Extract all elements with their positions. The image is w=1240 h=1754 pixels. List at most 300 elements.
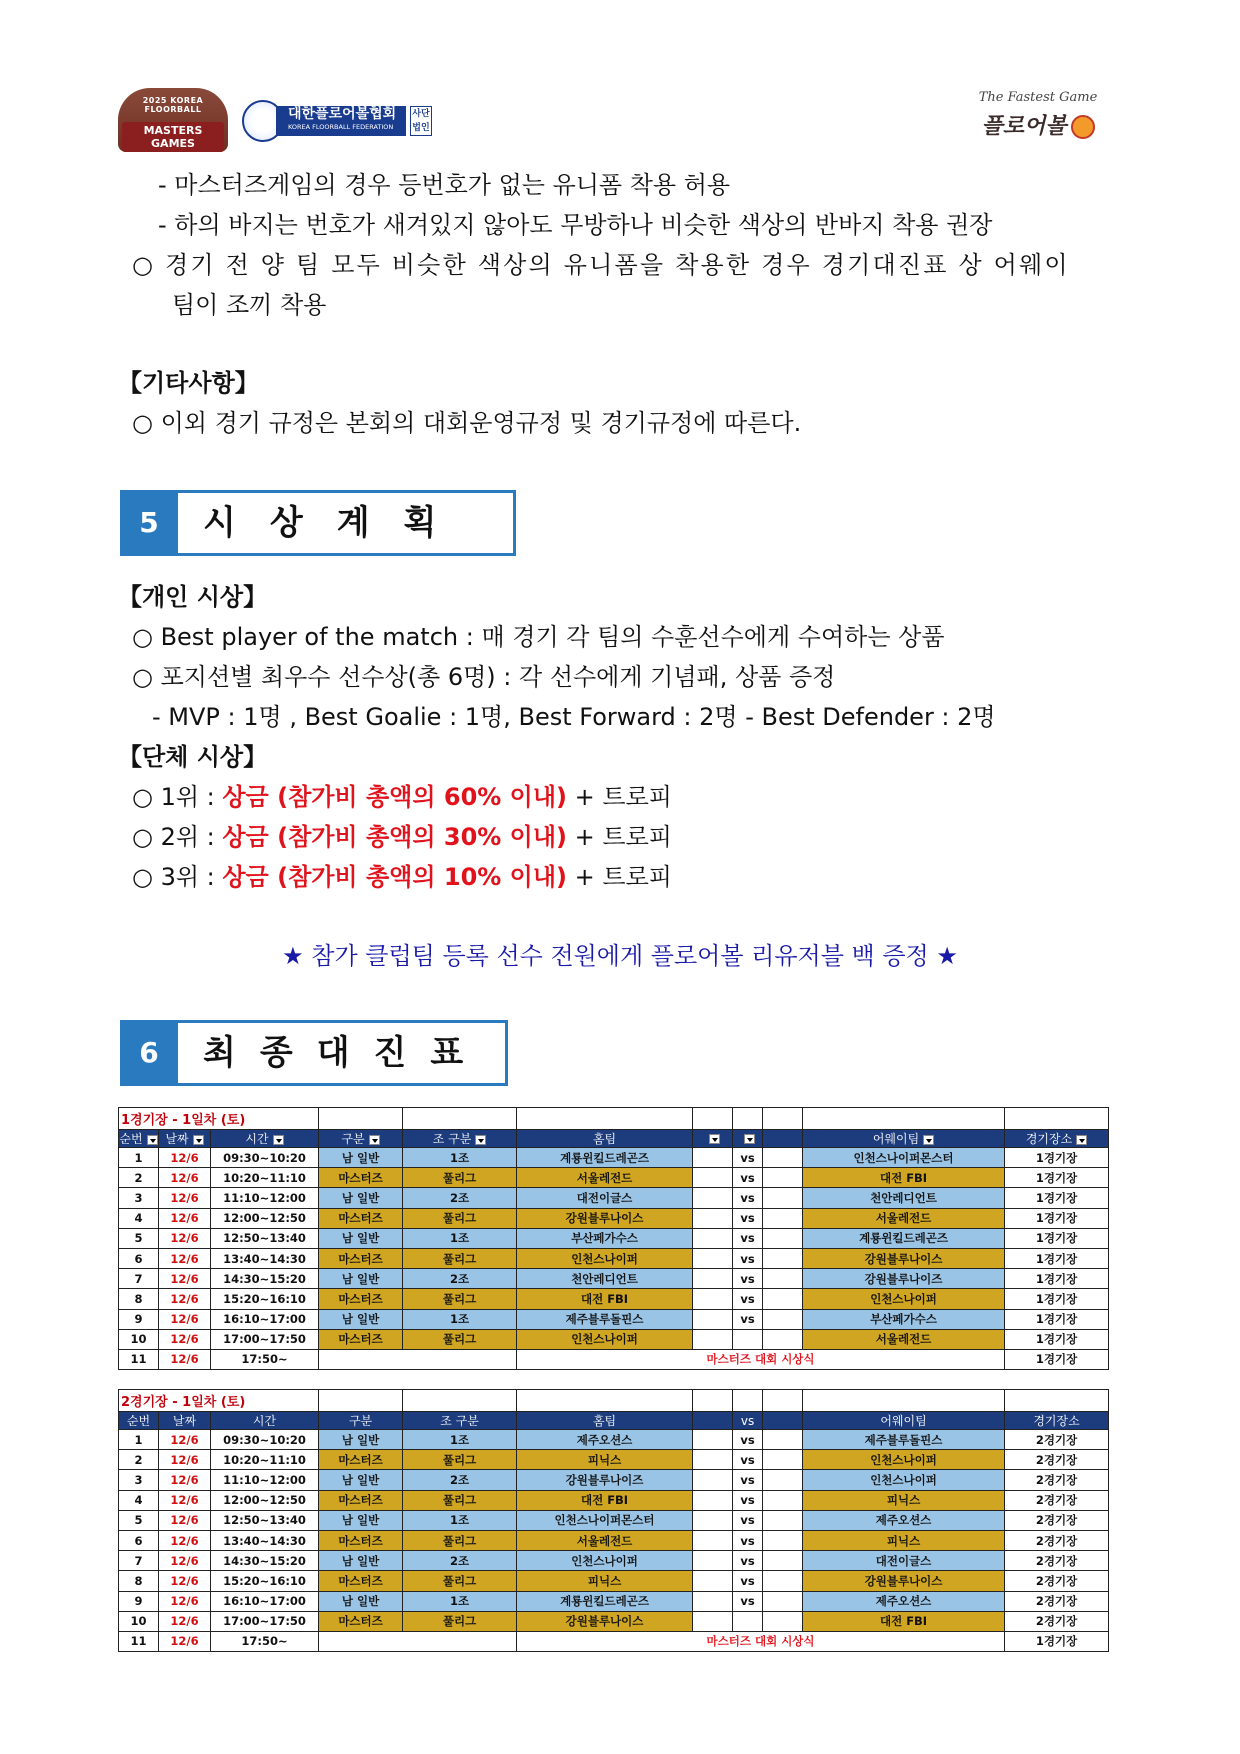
empty-cell — [763, 1108, 803, 1130]
row-num: 9 — [119, 1591, 159, 1611]
ceremony-text: 마스터즈 대회 시상식 — [517, 1631, 1005, 1651]
row-venue: 1경기장 — [1005, 1168, 1109, 1188]
row-category: 마스터즈 — [319, 1611, 403, 1631]
row-group: 풀리그 — [403, 1289, 517, 1309]
reusable-bag-notice: ★ 참가 클럽팀 등록 선수 전원에게 플로어볼 리유저블 백 증정 ★ — [282, 942, 958, 970]
row-away-team: 인천스나이퍼 — [803, 1470, 1005, 1490]
row-home-team: 대전 FBI — [517, 1490, 693, 1510]
row-home-team: 부산페가수스 — [517, 1228, 693, 1248]
row-time: 15:20~16:10 — [211, 1289, 319, 1309]
row-group: 1조 — [403, 1430, 517, 1450]
table-row — [119, 1148, 1109, 1168]
row-category: 남 일반 — [319, 1551, 403, 1571]
section-6-header — [120, 1020, 508, 1086]
row-group: 1조 — [403, 1309, 517, 1329]
row-vs: vs — [733, 1490, 763, 1510]
row-venue: 1경기장 — [1005, 1631, 1109, 1651]
row-time: 12:00~12:50 — [211, 1208, 319, 1228]
row-date: 12/6 — [159, 1611, 211, 1631]
individual-award-2: ○ 포지션별 최우수 선수상(총 6명) : 각 선수에게 기념패, 상품 증정 — [132, 663, 836, 691]
section-5-number: 5 — [120, 490, 178, 556]
row-vs — [733, 1611, 763, 1631]
schedule-table-court-1 — [118, 1107, 1109, 1370]
filter-dropdown-icon[interactable] — [147, 1135, 158, 1145]
row-venue: 2경기장 — [1005, 1490, 1109, 1510]
row-group: 풀리그 — [403, 1490, 517, 1510]
row-venue: 2경기장 — [1005, 1470, 1109, 1490]
col-header-date: 날짜 — [159, 1412, 211, 1430]
filter-dropdown-icon[interactable] — [744, 1134, 755, 1144]
team-award-extra: + 트로피 — [567, 783, 672, 811]
col-header-time[interactable] — [211, 1130, 319, 1148]
empty-cell — [733, 1390, 763, 1412]
row-blank — [763, 1551, 803, 1571]
col-header-blank-1[interactable] — [693, 1130, 733, 1148]
row-group: 1조 — [403, 1591, 517, 1611]
col-header-blank-2 — [763, 1412, 803, 1430]
row-date: 12/6 — [159, 1450, 211, 1470]
col-header-num: 순번 — [119, 1412, 159, 1430]
table-row — [119, 1611, 1109, 1631]
empty-cell — [403, 1390, 517, 1412]
masters-logo-line1: 2025 KOREA FLOORBALL — [142, 96, 204, 114]
ceremony-row — [119, 1349, 1109, 1369]
intro-line-1: - 마스터즈게임의 경우 등번호가 없는 유니폼 착용 허용 — [158, 171, 731, 199]
col-header-blank-2 — [763, 1130, 803, 1148]
row-venue: 1경기장 — [1005, 1329, 1109, 1349]
masters-games-logo — [118, 88, 228, 152]
row-num: 3 — [119, 1470, 159, 1490]
row-category: 마스터즈 — [319, 1530, 403, 1550]
row-num: 5 — [119, 1228, 159, 1248]
col-header-vs: vs — [733, 1412, 763, 1430]
empty-cell — [1005, 1390, 1109, 1412]
row-vs: vs — [733, 1530, 763, 1550]
table-row — [119, 1551, 1109, 1571]
filter-dropdown-icon[interactable] — [475, 1135, 486, 1145]
row-vs: vs — [733, 1571, 763, 1591]
row-date: 12/6 — [159, 1430, 211, 1450]
intro-line-2: - 하의 바지는 번호가 새겨있지 않아도 무방하나 비슷한 색상의 반바지 착용 권장 — [158, 211, 993, 239]
row-away-team: 서울레전드 — [803, 1208, 1005, 1228]
row-vs: vs — [733, 1309, 763, 1329]
col-header-label: 구분 — [341, 1132, 365, 1146]
table-row — [119, 1309, 1109, 1329]
row-vs: vs — [733, 1430, 763, 1450]
row-time: 14:30~15:20 — [211, 1269, 319, 1289]
row-date: 12/6 — [159, 1571, 211, 1591]
row-blank — [763, 1490, 803, 1510]
row-num: 1 — [119, 1148, 159, 1168]
row-venue: 2경기장 — [1005, 1450, 1109, 1470]
table-header-row — [119, 1412, 1109, 1430]
row-blank — [693, 1208, 733, 1228]
row-num: 6 — [119, 1248, 159, 1268]
kff-tag: 사단법인 — [410, 106, 432, 136]
table-row — [119, 1228, 1109, 1248]
row-home-team: 대전이글스 — [517, 1188, 693, 1208]
row-date: 12/6 — [159, 1329, 211, 1349]
row-blank — [693, 1228, 733, 1248]
row-venue: 1경기장 — [1005, 1349, 1109, 1369]
row-blank — [763, 1188, 803, 1208]
row-time: 16:10~17:00 — [211, 1309, 319, 1329]
row-home-team: 대전 FBI — [517, 1289, 693, 1309]
row-home-team: 인천스나이퍼 — [517, 1551, 693, 1571]
table-row — [119, 1510, 1109, 1530]
filter-dropdown-icon[interactable] — [369, 1135, 380, 1145]
row-time: 10:20~11:10 — [211, 1168, 319, 1188]
row-time: 12:00~12:50 — [211, 1490, 319, 1510]
etc-title: 【기타사항】 — [118, 369, 259, 397]
row-category: 남 일반 — [319, 1430, 403, 1450]
row-home-team: 서울레전드 — [517, 1168, 693, 1188]
empty-cell — [319, 1108, 403, 1130]
empty-cell — [693, 1108, 733, 1130]
kff-logo — [242, 100, 432, 142]
section-6-number: 6 — [120, 1020, 178, 1086]
col-header-label: 홈팀 — [592, 1132, 617, 1146]
row-blank — [763, 1208, 803, 1228]
row-vs: vs — [733, 1289, 763, 1309]
row-blank — [763, 1289, 803, 1309]
row-group: 1조 — [403, 1510, 517, 1530]
filter-dropdown-icon[interactable] — [709, 1134, 720, 1144]
row-blank — [693, 1329, 733, 1349]
section-5-header — [120, 490, 516, 556]
row-time: 12:50~13:40 — [211, 1510, 319, 1530]
row-away-team: 계룡윈킬드레곤즈 — [803, 1228, 1005, 1248]
row-time: 13:40~14:30 — [211, 1248, 319, 1268]
row-category: 마스터즈 — [319, 1490, 403, 1510]
row-venue: 2경기장 — [1005, 1591, 1109, 1611]
row-date: 12/6 — [159, 1530, 211, 1550]
row-vs: vs — [733, 1188, 763, 1208]
row-venue: 2경기장 — [1005, 1430, 1109, 1450]
row-date: 12/6 — [159, 1490, 211, 1510]
row-time: 15:20~16:10 — [211, 1571, 319, 1591]
col-header-category: 구분 — [319, 1412, 403, 1430]
table-row — [119, 1470, 1109, 1490]
row-home-team: 계룡윈킬드레곤즈 — [517, 1591, 693, 1611]
row-category: 마스터즈 — [319, 1289, 403, 1309]
row-venue: 1경기장 — [1005, 1188, 1109, 1208]
empty-cell — [803, 1390, 1005, 1412]
row-away-team: 피닉스 — [803, 1490, 1005, 1510]
row-venue: 1경기장 — [1005, 1248, 1109, 1268]
fastest-game-logo — [968, 90, 1108, 152]
row-date: 12/6 — [159, 1349, 211, 1369]
section-5-title: 시상계획 — [203, 503, 471, 543]
row-blank — [763, 1309, 803, 1329]
row-away-team: 인천스나이퍼몬스터 — [803, 1148, 1005, 1168]
col-header-time: 시간 — [211, 1412, 319, 1430]
col-header-label: 시간 — [245, 1132, 269, 1146]
empty-cell — [763, 1390, 803, 1412]
row-blank — [763, 1269, 803, 1289]
row-num: 11 — [119, 1349, 159, 1369]
table-row — [119, 1248, 1109, 1268]
row-away-team: 강원블루나이스 — [803, 1248, 1005, 1268]
row-home-team: 제주블루돌핀스 — [517, 1309, 693, 1329]
row-away-team: 대전 FBI — [803, 1168, 1005, 1188]
row-category: 마스터즈 — [319, 1208, 403, 1228]
row-home-team: 강원블루나이스 — [517, 1611, 693, 1631]
row-blank — [763, 1470, 803, 1490]
row-venue: 1경기장 — [1005, 1289, 1109, 1309]
row-group: 풀리그 — [403, 1611, 517, 1631]
row-away-team: 피닉스 — [803, 1530, 1005, 1550]
row-blank — [763, 1571, 803, 1591]
row-vs: vs — [733, 1148, 763, 1168]
col-header-group[interactable] — [403, 1130, 517, 1148]
schedule-table-court-2 — [118, 1389, 1109, 1652]
row-group: 풀리그 — [403, 1168, 517, 1188]
row-category: 남 일반 — [319, 1591, 403, 1611]
col-header-label: 조 구분 — [432, 1132, 472, 1146]
row-away-team: 인천스나이퍼 — [803, 1450, 1005, 1470]
row-home-team: 피닉스 — [517, 1450, 693, 1470]
fastest-game-text: The Fastest Game — [978, 90, 1098, 105]
filter-dropdown-icon[interactable] — [1076, 1135, 1087, 1145]
col-header-blank-1 — [693, 1412, 733, 1430]
col-header-group: 조 구분 — [403, 1412, 517, 1430]
empty-cell — [517, 1390, 693, 1412]
team-award-2 — [132, 820, 672, 854]
row-home-team: 서울레전드 — [517, 1530, 693, 1550]
team-award-prize: 상금 (참가비 총액의 30% 이내) — [222, 823, 568, 851]
row-away-team: 서울레전드 — [803, 1329, 1005, 1349]
row-group: 2조 — [403, 1470, 517, 1490]
col-header-label: 어웨이팀 — [872, 1132, 920, 1146]
row-venue: 2경기장 — [1005, 1611, 1109, 1631]
row-blank — [693, 1309, 733, 1329]
row-time: 17:50~ — [211, 1631, 319, 1651]
row-blank — [693, 1450, 733, 1470]
row-num: 8 — [119, 1571, 159, 1591]
row-home-team: 강원블루나이즈 — [517, 1470, 693, 1490]
row-blank — [763, 1510, 803, 1530]
row-vs: vs — [733, 1228, 763, 1248]
col-header-num[interactable] — [119, 1130, 159, 1148]
row-blank — [693, 1168, 733, 1188]
row-blank — [763, 1329, 803, 1349]
row-group: 2조 — [403, 1188, 517, 1208]
row-away-team: 대전이글스 — [803, 1551, 1005, 1571]
row-time: 17:50~ — [211, 1349, 319, 1369]
row-blank — [693, 1470, 733, 1490]
row-num: 7 — [119, 1551, 159, 1571]
team-award-rank: ○ 2위 : — [132, 823, 223, 851]
row-date: 12/6 — [159, 1631, 211, 1651]
row-category: 마스터즈 — [319, 1248, 403, 1268]
row-date: 12/6 — [159, 1470, 211, 1490]
row-blank — [693, 1248, 733, 1268]
row-blank — [693, 1289, 733, 1309]
team-award-title: 【단체 시상】 — [118, 743, 268, 771]
row-num: 3 — [119, 1188, 159, 1208]
row-blank — [693, 1269, 733, 1289]
row-blank — [763, 1148, 803, 1168]
row-blank — [693, 1611, 733, 1631]
row-blank — [693, 1551, 733, 1571]
table-header-row — [119, 1130, 1109, 1148]
individual-award-title: 【개인 시상】 — [118, 583, 268, 611]
row-blank — [763, 1530, 803, 1550]
col-header-category[interactable] — [319, 1130, 403, 1148]
col-header-home — [517, 1130, 693, 1148]
table-row — [119, 1208, 1109, 1228]
individual-award-1: ○ Best player of the match : 매 경기 각 팀의 수훈선수에게 수여하는 상품 — [132, 623, 945, 651]
col-header-date[interactable] — [159, 1130, 211, 1148]
row-group: 1조 — [403, 1148, 517, 1168]
filter-dropdown-icon[interactable] — [193, 1135, 204, 1145]
floorball-logo-text — [968, 109, 1108, 140]
col-header-vs[interactable] — [733, 1130, 763, 1148]
row-category: 남 일반 — [319, 1188, 403, 1208]
row-date: 12/6 — [159, 1269, 211, 1289]
row-category: 마스터즈 — [319, 1450, 403, 1470]
team-award-extra: + 트로피 — [567, 823, 672, 851]
row-group: 풀리그 — [403, 1329, 517, 1349]
row-blank — [763, 1450, 803, 1470]
team-award-prize: 상금 (참가비 총액의 10% 이내) — [222, 863, 568, 891]
col-header-venue[interactable] — [1005, 1130, 1109, 1148]
row-away-team: 천안레디언트 — [803, 1188, 1005, 1208]
row-date: 12/6 — [159, 1309, 211, 1329]
row-date: 12/6 — [159, 1228, 211, 1248]
row-home-team: 인천스나이퍼 — [517, 1248, 693, 1268]
masters-logo-line2: MASTERS GAMES — [122, 122, 224, 152]
row-num: 6 — [119, 1530, 159, 1550]
row-vs: vs — [733, 1168, 763, 1188]
table-row — [119, 1591, 1109, 1611]
row-venue: 1경기장 — [1005, 1228, 1109, 1248]
row-num: 9 — [119, 1309, 159, 1329]
empty-cell — [693, 1390, 733, 1412]
row-group: 풀리그 — [403, 1208, 517, 1228]
row-vs: vs — [733, 1470, 763, 1490]
row-blank — [319, 1349, 517, 1369]
row-blank — [693, 1530, 733, 1550]
row-time: 11:10~12:00 — [211, 1188, 319, 1208]
table-1-body — [119, 1148, 1109, 1370]
row-blank — [693, 1148, 733, 1168]
row-date: 12/6 — [159, 1248, 211, 1268]
table-row — [119, 1530, 1109, 1550]
row-venue: 2경기장 — [1005, 1510, 1109, 1530]
row-date: 12/6 — [159, 1551, 211, 1571]
row-blank — [319, 1631, 517, 1651]
row-home-team: 천안레디언트 — [517, 1269, 693, 1289]
row-blank — [693, 1591, 733, 1611]
row-date: 12/6 — [159, 1148, 211, 1168]
row-group: 2조 — [403, 1269, 517, 1289]
intro-line-3: ○ 경기 전 양 팀 모두 비슷한 색상의 유니폼을 착용한 경우 경기대진표 상 어웨이 — [132, 251, 1070, 279]
row-group: 1조 — [403, 1228, 517, 1248]
row-num: 2 — [119, 1450, 159, 1470]
row-venue: 1경기장 — [1005, 1269, 1109, 1289]
row-vs: vs — [733, 1248, 763, 1268]
col-header-away: 어웨이팀 — [803, 1412, 1005, 1430]
row-num: 8 — [119, 1289, 159, 1309]
row-venue: 2경기장 — [1005, 1551, 1109, 1571]
col-header-away[interactable] — [803, 1130, 1005, 1148]
row-vs: vs — [733, 1591, 763, 1611]
row-time: 11:10~12:00 — [211, 1470, 319, 1490]
row-time: 09:30~10:20 — [211, 1148, 319, 1168]
row-home-team: 인천스나이퍼 — [517, 1329, 693, 1349]
table-row — [119, 1450, 1109, 1470]
row-blank — [763, 1430, 803, 1450]
kff-name-box — [276, 106, 406, 136]
row-num: 11 — [119, 1631, 159, 1651]
floorball-mascot-icon — [1071, 115, 1095, 139]
row-venue: 2경기장 — [1005, 1530, 1109, 1550]
kff-name-en: KOREA FLOORBALL FEDERATION — [288, 123, 394, 131]
col-header-label: 순번 — [119, 1132, 143, 1146]
row-away-team: 부산페가수스 — [803, 1309, 1005, 1329]
row-date: 12/6 — [159, 1208, 211, 1228]
row-group: 풀리그 — [403, 1571, 517, 1591]
table-row — [119, 1289, 1109, 1309]
row-home-team: 피닉스 — [517, 1571, 693, 1591]
row-away-team: 강원블루나이즈 — [803, 1269, 1005, 1289]
row-time: 14:30~15:20 — [211, 1551, 319, 1571]
row-group: 풀리그 — [403, 1248, 517, 1268]
row-blank — [693, 1510, 733, 1530]
row-home-team: 계룡윈킬드레곤즈 — [517, 1148, 693, 1168]
team-award-rank: ○ 1위 : — [132, 783, 223, 811]
row-category: 마스터즈 — [319, 1168, 403, 1188]
team-award-prize: 상금 (참가비 총액의 60% 이내) — [222, 783, 568, 811]
table-row — [119, 1188, 1109, 1208]
row-category: 남 일반 — [319, 1148, 403, 1168]
row-blank — [763, 1228, 803, 1248]
page-header — [118, 88, 1118, 158]
intro-line-4: 팀이 조끼 착용 — [172, 291, 327, 319]
empty-cell — [733, 1108, 763, 1130]
row-venue: 1경기장 — [1005, 1148, 1109, 1168]
filter-dropdown-icon[interactable] — [273, 1135, 284, 1145]
section-6-title: 최종대진표 — [203, 1033, 488, 1073]
row-group: 2조 — [403, 1551, 517, 1571]
row-time: 16:10~17:00 — [211, 1591, 319, 1611]
row-vs: vs — [733, 1450, 763, 1470]
row-category: 마스터즈 — [319, 1329, 403, 1349]
table-caption-row — [119, 1108, 1109, 1130]
row-num: 2 — [119, 1168, 159, 1188]
row-away-team: 제주블루돌핀스 — [803, 1430, 1005, 1450]
row-time: 17:00~17:50 — [211, 1329, 319, 1349]
row-group: 풀리그 — [403, 1450, 517, 1470]
row-blank — [693, 1571, 733, 1591]
row-blank — [693, 1490, 733, 1510]
table-1-caption: 1경기장 - 1일차 (토) — [119, 1108, 319, 1130]
row-venue: 1경기장 — [1005, 1309, 1109, 1329]
empty-cell — [1005, 1108, 1109, 1130]
floorball-logo-label: 플로어볼 — [981, 114, 1067, 139]
row-category: 마스터즈 — [319, 1571, 403, 1591]
filter-dropdown-icon[interactable] — [923, 1135, 934, 1145]
table-2-caption: 2경기장 - 1일차 (토) — [119, 1390, 319, 1412]
row-blank — [693, 1188, 733, 1208]
row-vs — [733, 1329, 763, 1349]
row-time: 12:50~13:40 — [211, 1228, 319, 1248]
table-row — [119, 1490, 1109, 1510]
table-caption-row — [119, 1390, 1109, 1412]
row-vs: vs — [733, 1551, 763, 1571]
